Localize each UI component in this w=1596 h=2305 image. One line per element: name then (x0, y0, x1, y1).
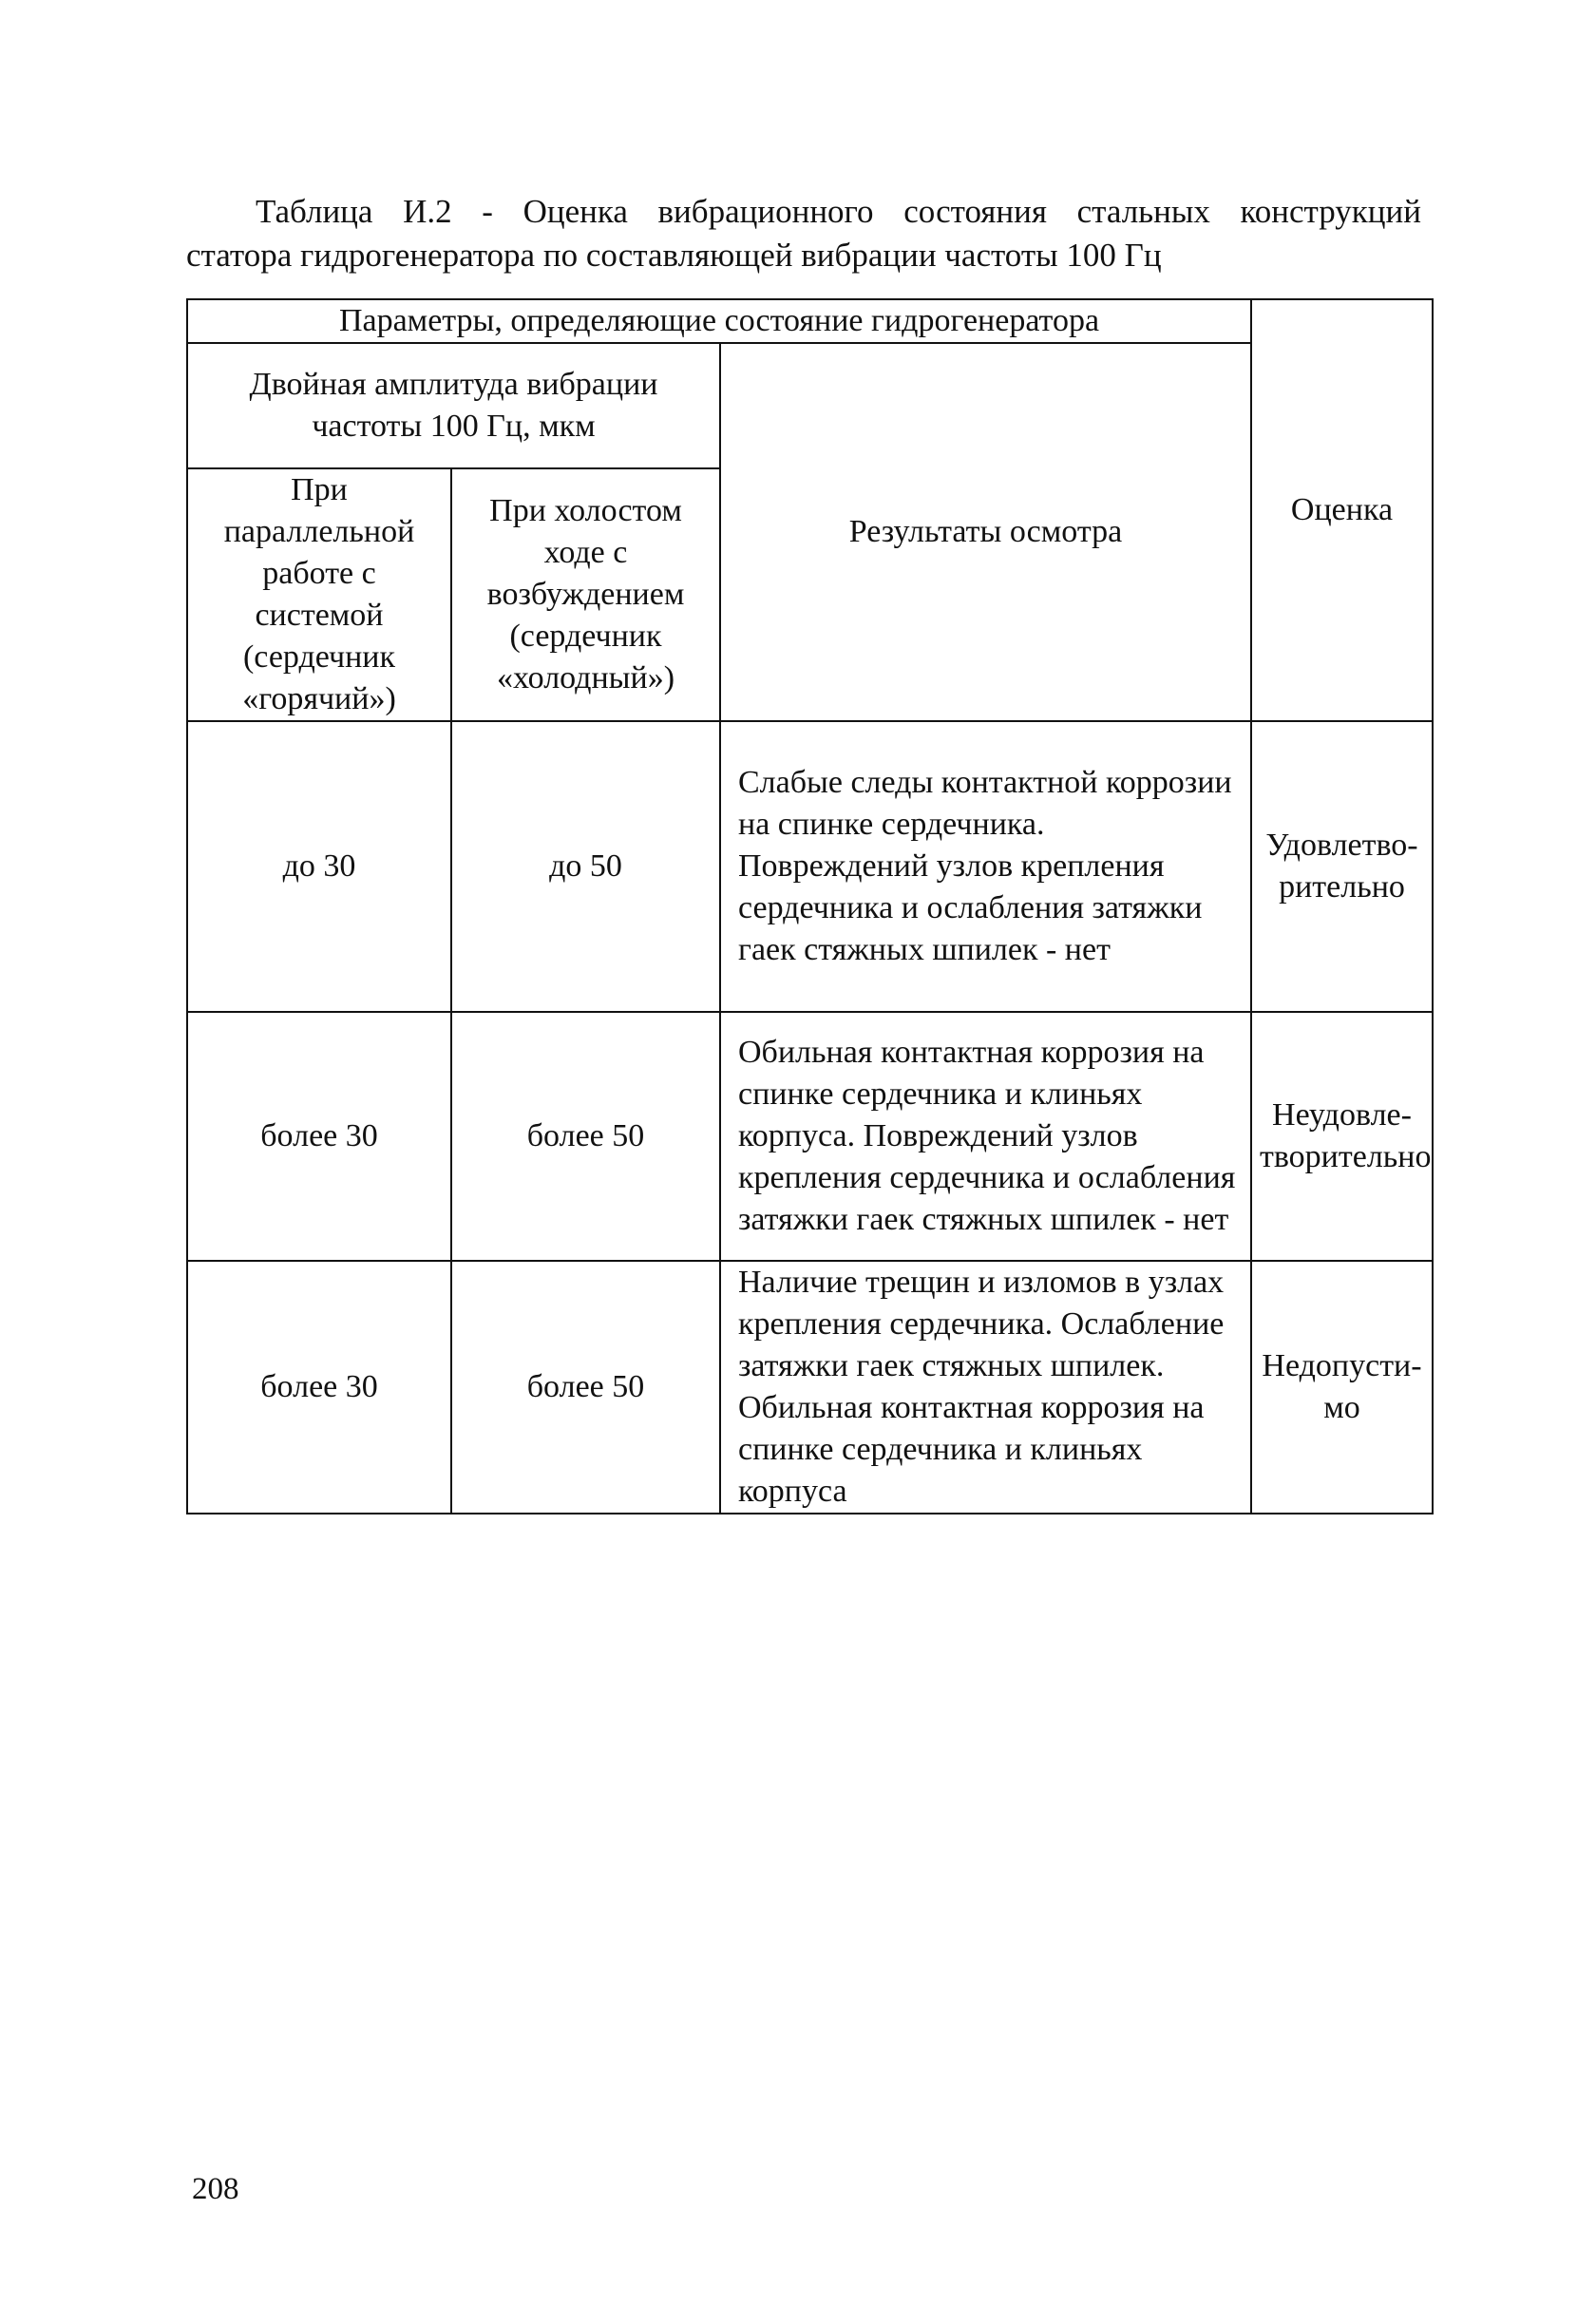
results-header-cell: Результаты осмотра (720, 343, 1251, 721)
parallel-value-cell: более 30 (187, 1012, 451, 1261)
table-row (187, 1012, 1433, 1261)
rating-header-cell: Оценка (1251, 299, 1433, 721)
caption-line-1: Таблица И.2 - Оценка вибрационного состояния стальных конструкций (256, 193, 1421, 230)
rating-cell: Недопусти-мо (1251, 1261, 1433, 1514)
group-header-cell: Параметры, определяющие состояние гидрогенератора (187, 299, 1251, 343)
amplitude-header-cell: Двойная амплитуда вибрации частоты 100 Гц, мкм (187, 343, 720, 468)
table-row (187, 721, 1433, 1012)
idle-value-cell: до 50 (451, 721, 720, 1012)
idle-run-header-cell: При холостом ходе с возбуждением (сердечник «холодный») (451, 468, 720, 721)
parallel-value-cell: более 30 (187, 1261, 451, 1514)
inspection-result-cell: Наличие трещин и изломов в узлах крепления сердечника. Ослабление затяжки гаек стяжных шпилек. Обильная контактная коррозия на спинке сердечника и клиньях корпуса (720, 1261, 1251, 1514)
vibration-assessment-table (186, 298, 1434, 1514)
page-number: 208 (192, 2172, 239, 2206)
table-header-row-2 (187, 343, 1433, 468)
idle-value-cell: более 50 (451, 1012, 720, 1261)
idle-value-cell: более 50 (451, 1261, 720, 1514)
table-caption (186, 190, 1421, 277)
table-row (187, 1261, 1433, 1514)
parallel-value-cell: до 30 (187, 721, 451, 1012)
caption-line-2: статора гидрогенератора по составляющей вибрации частоты 100 Гц (186, 237, 1162, 274)
parallel-operation-header-cell: При параллельной работе с системой (сердечник «горячий») (187, 468, 451, 721)
table-header-row-1 (187, 299, 1433, 343)
inspection-result-cell: Слабые следы контактной коррозии на спинке сердечника. Повреждений узлов крепления сердечника и ослабления затяжки гаек стяжных шпилек - нет (720, 721, 1251, 1012)
rating-cell: Удовлетво-рительно (1251, 721, 1433, 1012)
rating-cell: Неудовле-творительно (1251, 1012, 1433, 1261)
inspection-result-cell: Обильная контактная коррозия на спинке сердечника и клиньях корпуса. Повреждений узлов крепления сердечника и ослабления затяжки гаек стяжных шпилек - нет (720, 1012, 1251, 1261)
